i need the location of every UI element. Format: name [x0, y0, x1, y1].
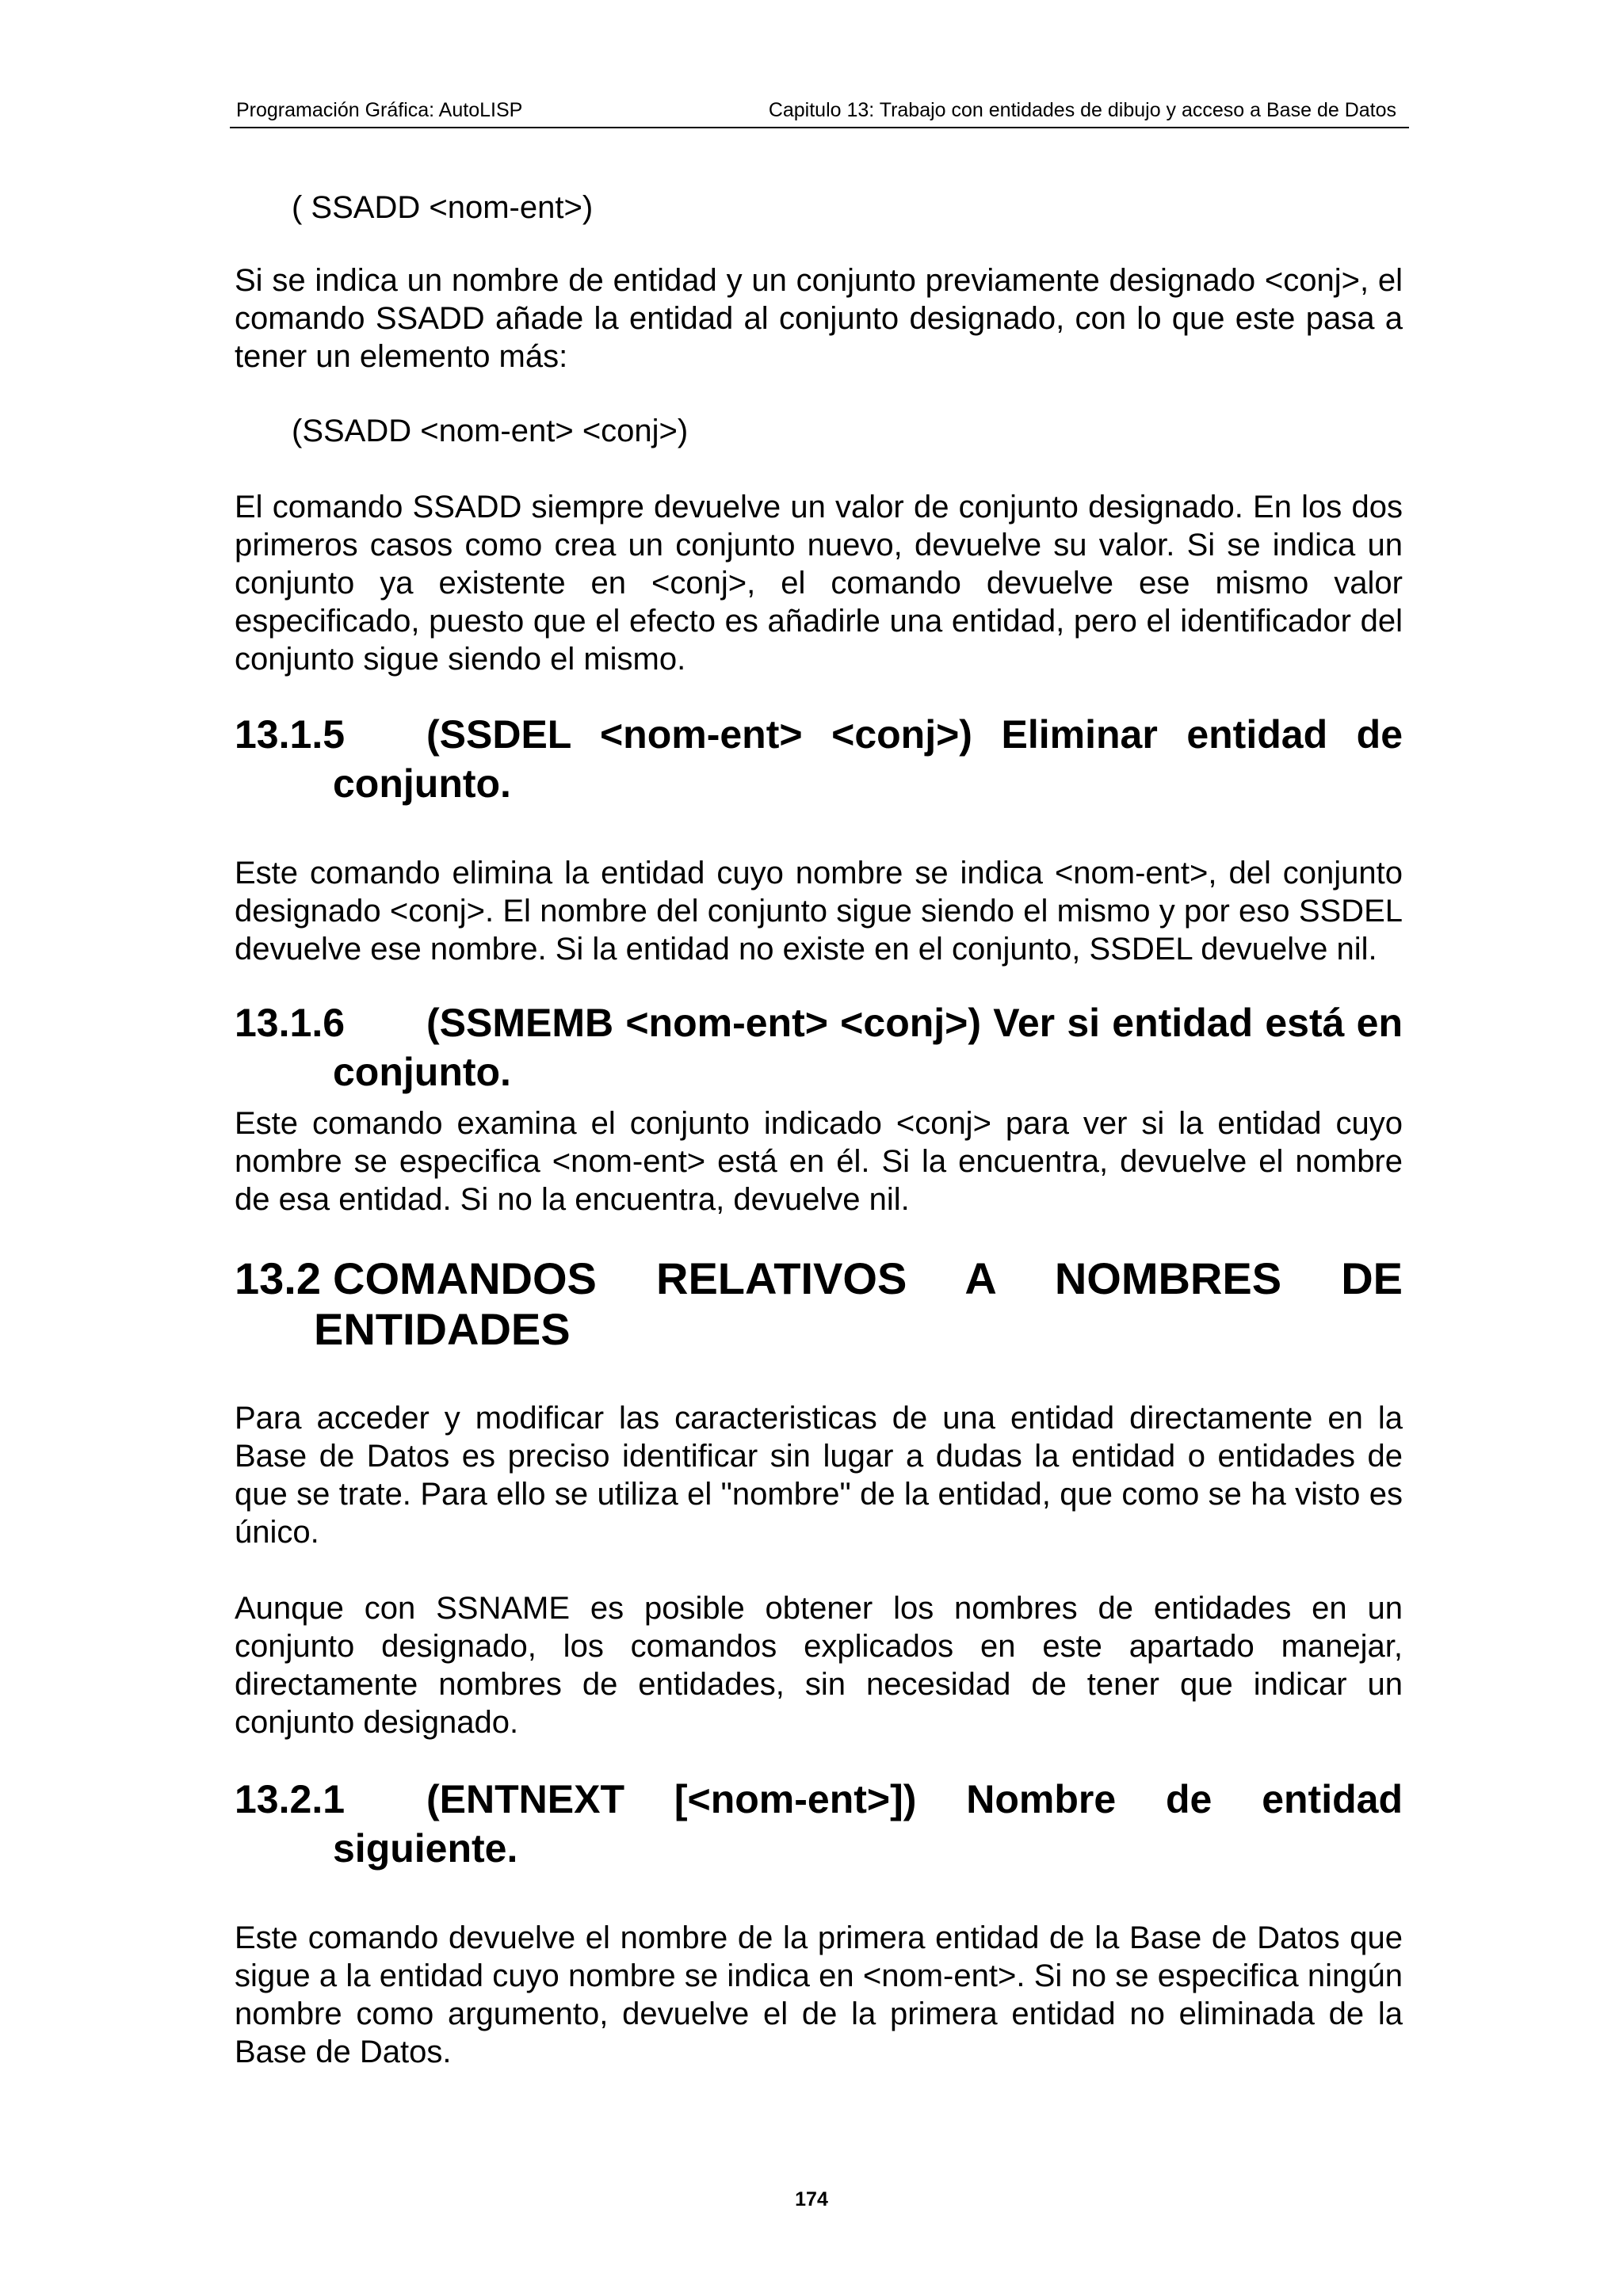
paragraph-ssadd-add: Si se indica un nombre de entidad y un conjunto previamente designado <conj>, el comando SSADD añade la entidad al conjunto designado, con lo que este pasa a tener un elemento más:: [235, 263, 1403, 374]
running-header: [230, 93, 1409, 128]
paragraph-ssdel: Este comando elimina la entidad cuyo nombre se indica <nom-ent>, del conjunto designado <conj>. El nombre del conjunto sigue siendo el mismo y por eso SSDEL devuelve ese nombre. Si la entidad no existe en el conjunto, SSDEL devuelve nil.: [235, 856, 1403, 967]
paragraph-entity-names-intro: Para acceder y modificar las caracteristicas de una entidad directamente en la Base de Datos es preciso identificar sin lugar a dudas la entidad o entidades de que se trate. Para ello se utiliza el "nombre" de la entidad, que como se ha visto es único.: [235, 1401, 1403, 1550]
code-ssadd-single: ( SSADD <nom-ent>): [292, 190, 594, 225]
page-content: [235, 189, 1403, 2071]
heading-13-2-1-number: 13.2.1: [235, 1777, 346, 1821]
heading-13-1-6-title: (SSMEMB <nom-ent> <conj>) Ver si entidad está en conjunto.: [333, 1001, 1403, 1094]
heading-13-2: [235, 1253, 1403, 1355]
heading-13-2-1: [235, 1775, 1403, 1873]
heading-13-1-5-number: 13.1.5: [235, 712, 346, 757]
paragraph-entnext: Este comando devuelve el nombre de la primera entidad de la Base de Datos que sigue a la entidad cuyo nombre se indica en <nom-ent>. Si no se especifica ningún nombre como argumento, devuelve el de la primera entidad no eliminada de la Base de Datos.: [235, 1920, 1403, 2069]
header-chapter-title: Capitulo 13: Trabajo con entidades de dibujo y acceso a Base de Datos: [768, 99, 1396, 121]
heading-13-2-number: 13.2: [235, 1253, 321, 1303]
paragraph-ssadd-return: El comando SSADD siempre devuelve un valor de conjunto designado. En los dos primeros casos como crea un conjunto nuevo, devuelve su valor. Si se indica un conjunto ya existente en <conj>, el comando devuelve ese mismo valor especificado, puesto que el efecto es añadirle una entidad, pero el identificador del conjunto sigue siendo el mismo.: [235, 490, 1403, 677]
heading-13-2-title: COMANDOS RELATIVOS A NOMBRES DE ENTIDADES: [314, 1253, 1403, 1354]
header-book-title: Programación Gráfica: AutoLISP: [236, 99, 523, 121]
heading-13-1-6: [235, 998, 1403, 1097]
heading-13-1-5: [235, 710, 1403, 808]
heading-13-2-1-title: (ENTNEXT [<nom-ent>]) Nombre de entidad siguiente.: [333, 1777, 1403, 1871]
code-ssadd-conj: (SSADD <nom-ent> <conj>): [292, 414, 689, 448]
paragraph-ssname: Aunque con SSNAME es posible obtener los nombres de entidades en un conjunto designado, los comandos explicados en este apartado manejar, directamente nombres de entidades, sin necesidad de tener que indicar un conjunto designado.: [235, 1591, 1403, 1740]
paragraph-ssmemb: Este comando examina el conjunto indicado <conj> para ver si la entidad cuyo nombre se especifica <nom-ent> está en él. Si la encuentra, devuelve el nombre de esa entidad. Si no la encuentra, devuelve nil.: [235, 1106, 1403, 1217]
heading-13-1-5-title: (SSDEL <nom-ent> <conj>) Eliminar entidad de conjunto.: [333, 712, 1403, 806]
page-number: 174: [795, 2188, 828, 2210]
heading-13-1-6-number: 13.1.6: [235, 1001, 346, 1045]
